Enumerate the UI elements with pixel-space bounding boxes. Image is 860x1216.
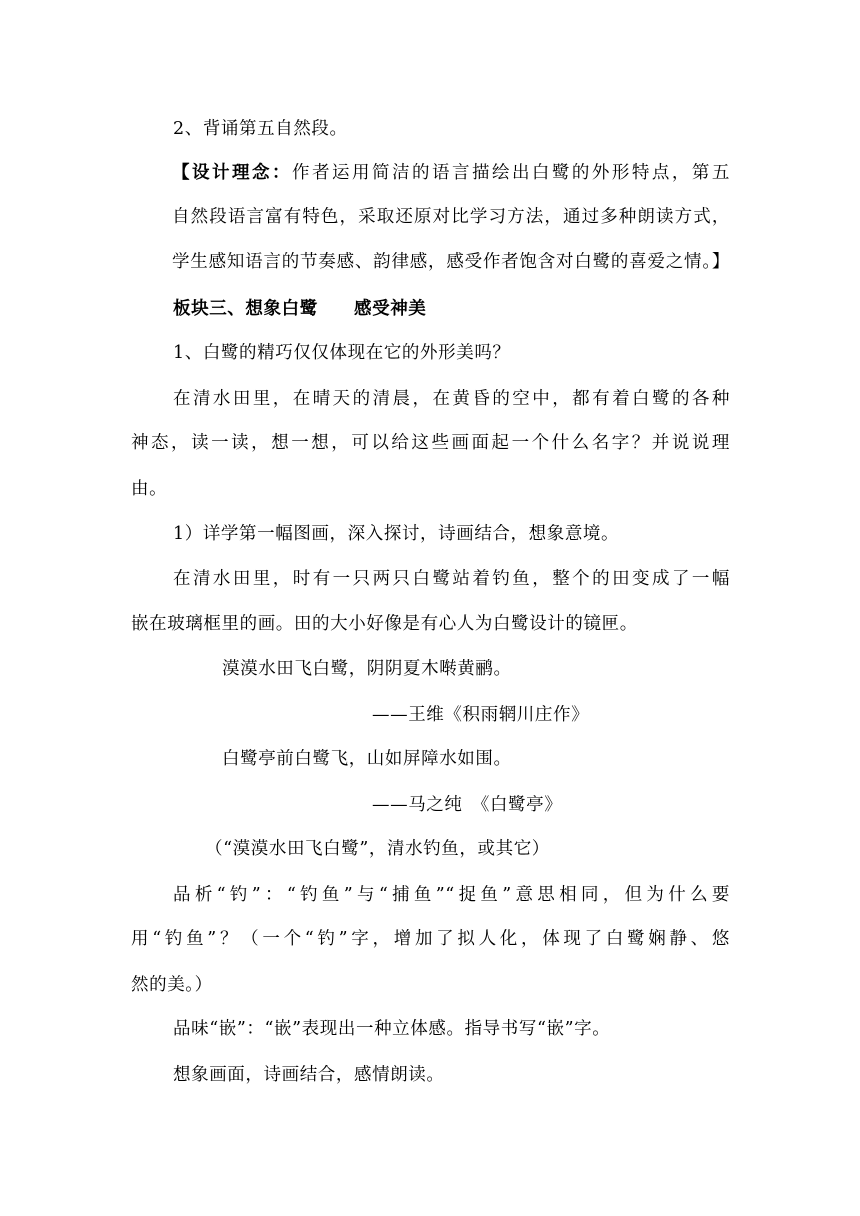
naming-suggestion: （“漠漠水田飞白鹭”，清水钓鱼，或其它）: [205, 839, 550, 859]
poem-2-source: ——马之纯 《白鹭亭》: [372, 795, 563, 815]
paragraph-scenes-line-1: 在清水田里，在晴天的清晨，在黄昏的空中，都有着白鹭的各种: [173, 389, 730, 409]
design-note-line-3: 学生感知语言的节奏感、韵律感，感受作者饱含对白鹭的喜爱之情。】: [172, 252, 730, 272]
step-1: 1）详学第一幅图画，深入探讨，诗画结合，想象意境。: [173, 524, 620, 544]
analysis-line-2: 用“钓鱼”？（一个“钓”字，增加了拟人化，体现了白鹭娴静、悠: [131, 929, 730, 949]
paragraph-scenes-line-2: 神态，读一读，想一想，可以给这些画面起一个什么名字？并说说理: [131, 433, 730, 453]
design-note-label: 【设计理念：: [172, 163, 292, 183]
paragraph-field-line-2: 嵌在玻璃框里的画。田的大小好像是有心人为白鹭设计的镜匣。: [131, 614, 638, 634]
paragraph-recite: 2、背诵第五自然段。: [173, 119, 348, 139]
paragraph-scenes-line-3: 由。: [131, 479, 168, 499]
taste-qian: 品味“嵌”：“嵌”表现出一种立体感。指导书写“嵌”字。: [173, 1019, 611, 1039]
poem-2-verse: 白鹭亭前白鹭飞，山如屏障水如围。: [222, 749, 512, 769]
analysis-line-1: 品析“钓”：“钓鱼”与“捕鱼”“捉鱼”意思相同，但为什么要: [173, 885, 730, 905]
question-1: 1、白鹭的精巧仅仅体现在它的外形美吗？: [173, 343, 511, 363]
poem-1-source: ——王维《积雨辋川庄作》: [372, 705, 590, 725]
design-note-text: 作者运用简洁的语言描绘出白鹭的外形特点，第五: [291, 163, 730, 183]
design-note-line-2: 自然段语言富有特色，采取还原对比学习方法，通过多种朗读方式，: [172, 207, 730, 227]
design-note-line-1: [172, 161, 730, 185]
section-heading: 板块三、想象白鹭 感受神美: [173, 299, 427, 319]
poem-1-verse: 漠漠水田飞白鹭，阴阴夏木啭黄鹂。: [222, 659, 512, 679]
imagine-reading: 想象画面，诗画结合，感情朗读。: [173, 1065, 445, 1085]
analysis-line-3: 然的美。）: [131, 975, 213, 995]
paragraph-field-line-1: 在清水田里，时有一只两只白鹭站着钓鱼，整个的田变成了一幅: [173, 569, 730, 589]
